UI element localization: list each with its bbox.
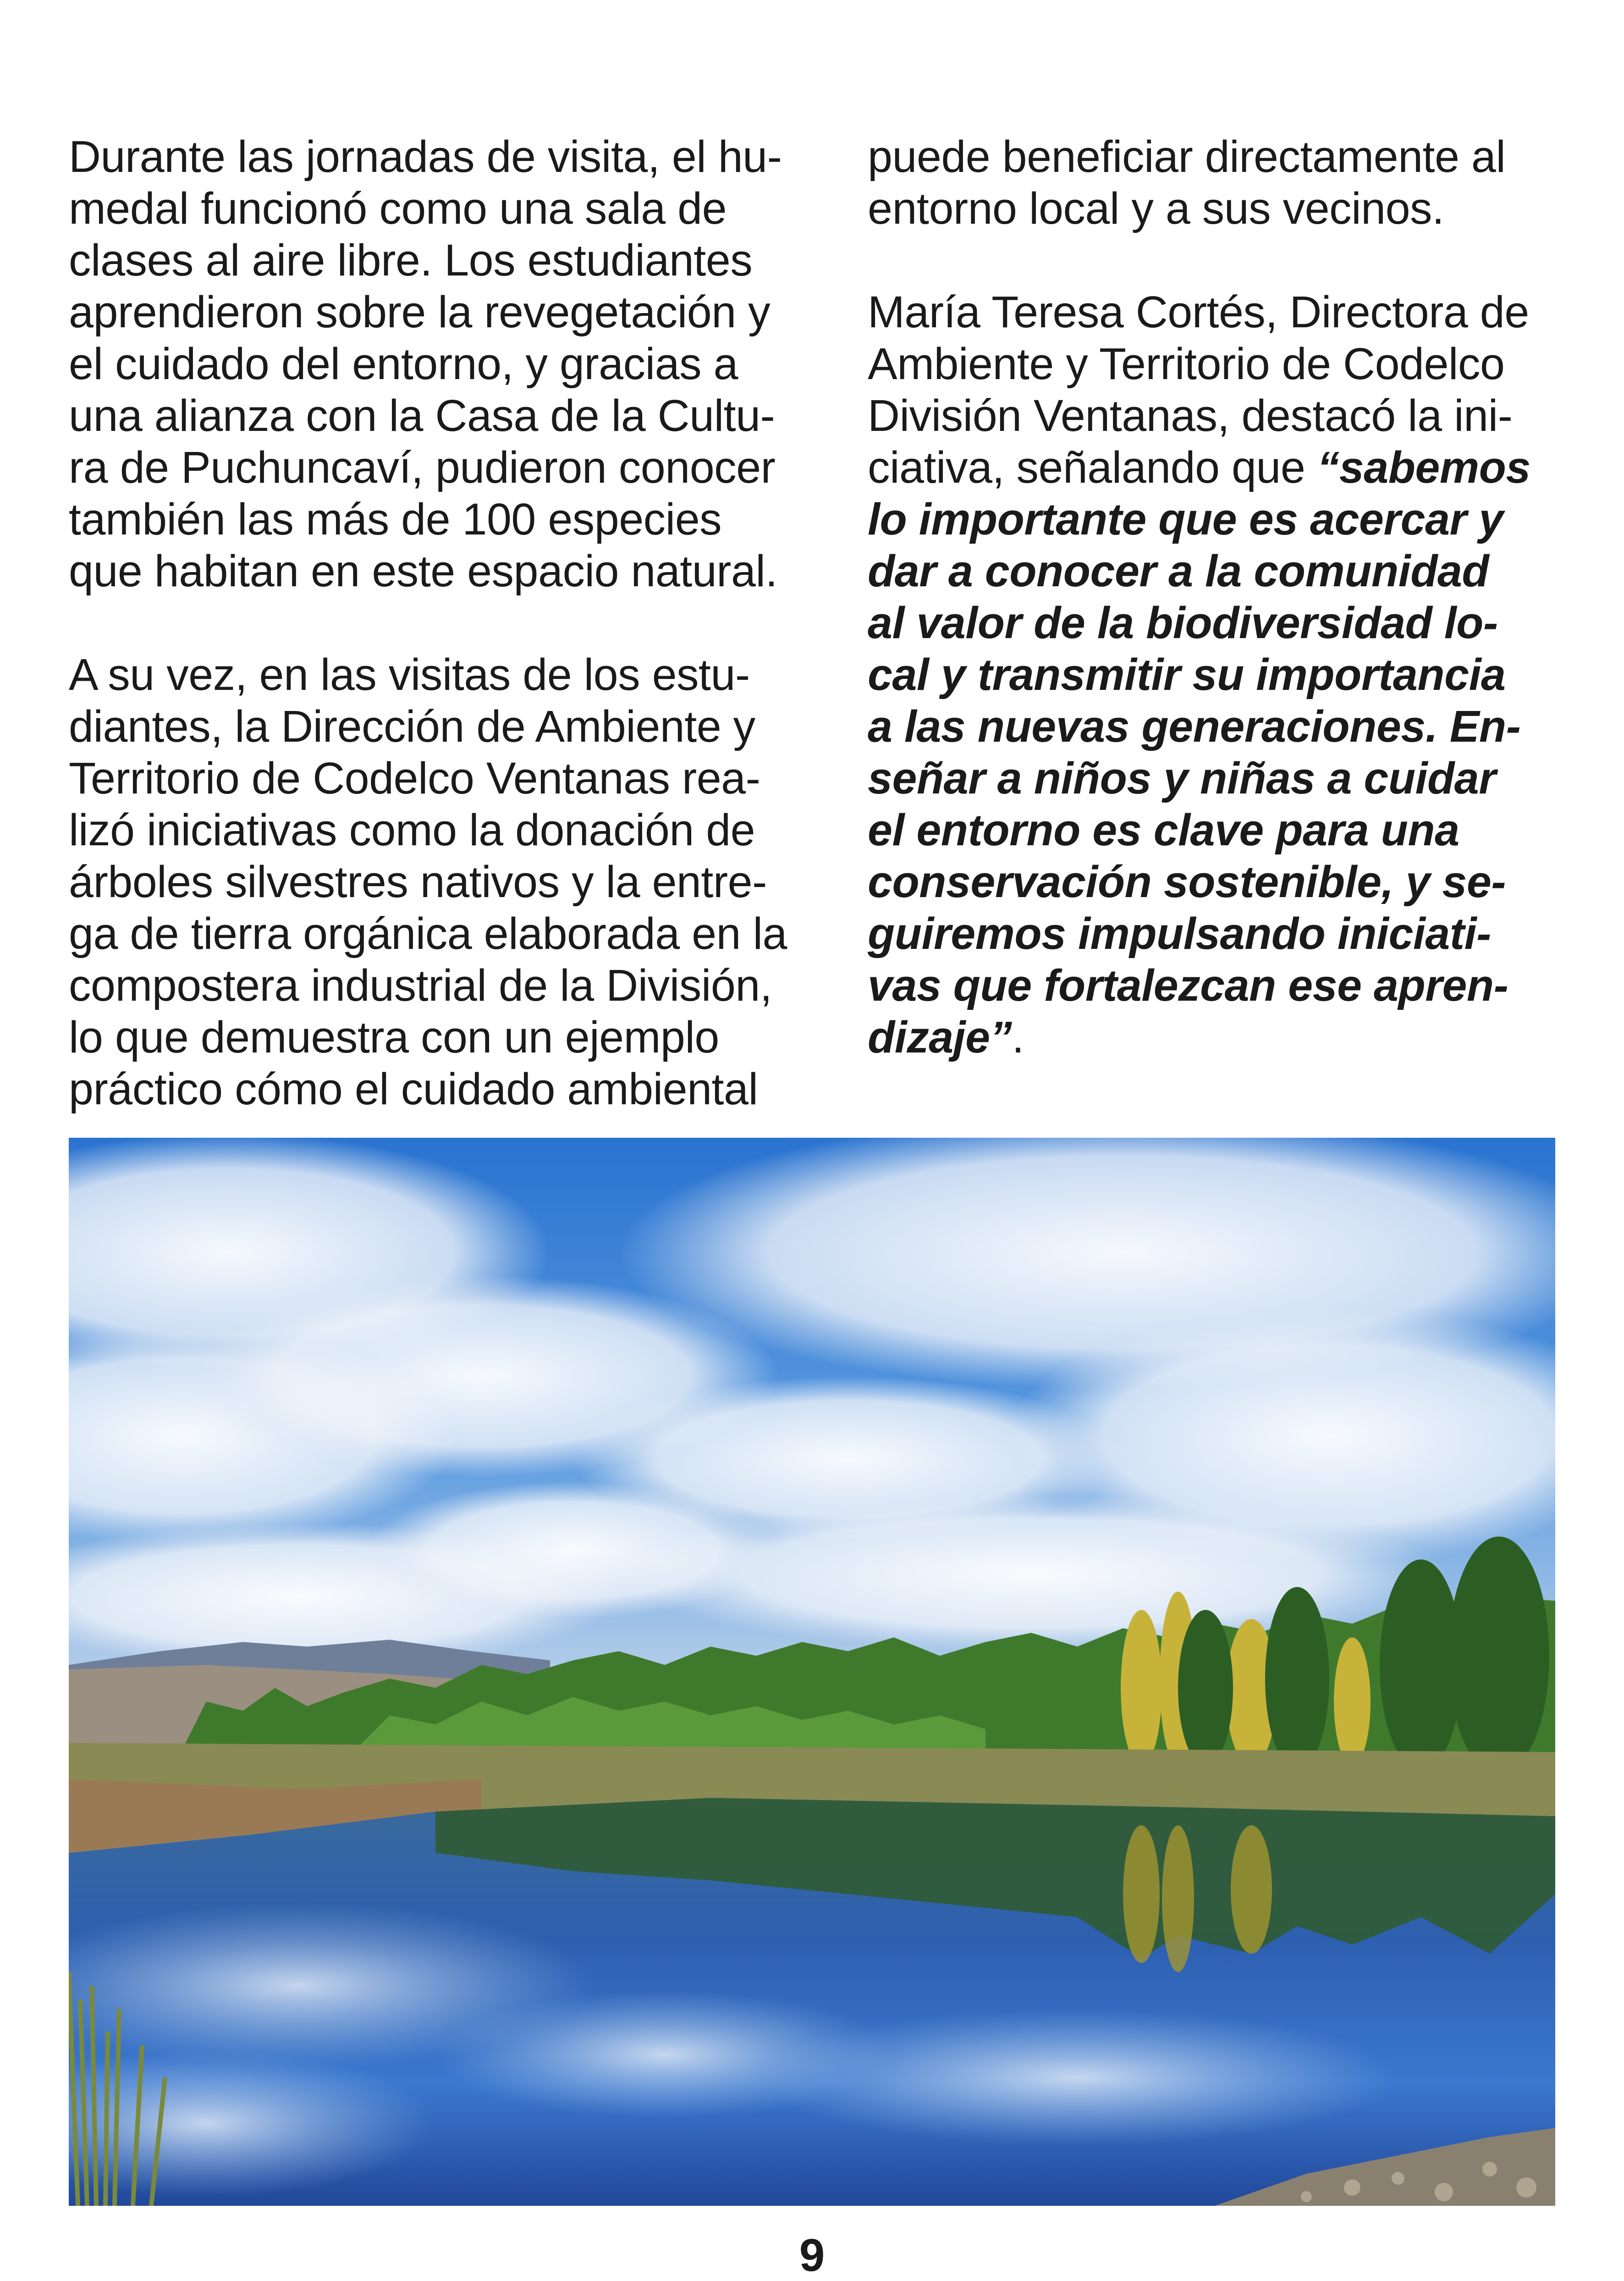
text-line [868,441,1560,493]
right-paragraph-2 [868,286,1560,1063]
text-line: Durante las jornadas de visita, el hu- [69,132,782,182]
text-line: también las más de 100 especies [69,494,722,544]
left-paragraph-1 [69,131,820,597]
quote-line: dizaje” [868,1012,1012,1062]
text-line: ga de tierra orgánica elaborada en la [69,909,787,959]
quote-line: lo importante que es acercar y [868,494,1503,544]
text-line: el cuidado del entorno, y gracias a [69,339,738,389]
quote-line: señar a niños y niñas a cuidar [868,753,1496,803]
quote-line: a las nuevas generaciones. En- [868,701,1521,751]
text-line: Ambiente y Territorio de Codelco [868,339,1505,389]
text-line: clases al aire libre. Los estudiantes [69,235,753,285]
left-paragraph-2 [69,649,820,1115]
text-line: aprendieron sobre la revegetación y [69,287,771,337]
right-paragraph-1 [868,131,1560,234]
closing-punctuation: . [1012,1012,1024,1062]
text-line: entorno local y a sus vecinos. [868,183,1444,233]
text-line: A su vez, en las visitas de los estu- [69,650,750,700]
quote-line: cal y transmitir su importancia [868,650,1506,700]
quote-lead-text: ciativa, señalando que [868,442,1317,492]
text-line: diantes, la Dirección de Ambiente y [69,701,755,751]
text-line: lo que demuestra con un ejemplo [69,1012,719,1062]
left-column [69,131,820,1115]
quote-line: guiremos impulsando iniciati- [868,909,1491,959]
paragraph-gap [868,234,1560,286]
text-line: ra de Puchuncaví, pudieron conocer [69,442,776,492]
landscape-illustration [69,1138,1555,2206]
quote-line: conservación sostenible, y se- [868,857,1506,907]
text-line: División Ventanas, destacó la ini- [868,391,1513,441]
text-line [868,1011,1560,1063]
text-line: medal funcionó como una sala de [69,183,727,233]
text-line: María Teresa Cortés, Directora de [868,287,1529,337]
right-column [868,131,1560,1063]
quote-line: vas que fortalezcan ese apren- [868,960,1508,1010]
text-line: Territorio de Codelco Ventanas rea- [69,753,760,803]
text-line: lizó iniciativas como la donación de [69,805,755,855]
text-line: árboles silvestres nativos y la entre- [69,857,767,907]
page-number: 9 [799,2230,825,2281]
quote-line: el entorno es clave para una [868,805,1459,855]
quote-text: “sabemos [1317,442,1530,492]
text-line: una alianza con la Casa de la Cultu- [69,391,775,441]
wetland-photo [69,1138,1555,2206]
clouds [69,1138,1555,1669]
text-line: práctico cómo el cuidado ambiental [69,1064,758,1114]
text-line: puede beneficiar directamente al [868,132,1506,182]
quote-line: al valor de la biodiversidad lo- [868,598,1498,648]
paragraph-gap [69,597,820,649]
text-line: que habitan en este espacio natural. [69,546,777,596]
quote-line: dar a conocer a la comunidad [868,546,1489,596]
text-line: compostera industrial de la División, [69,960,772,1010]
